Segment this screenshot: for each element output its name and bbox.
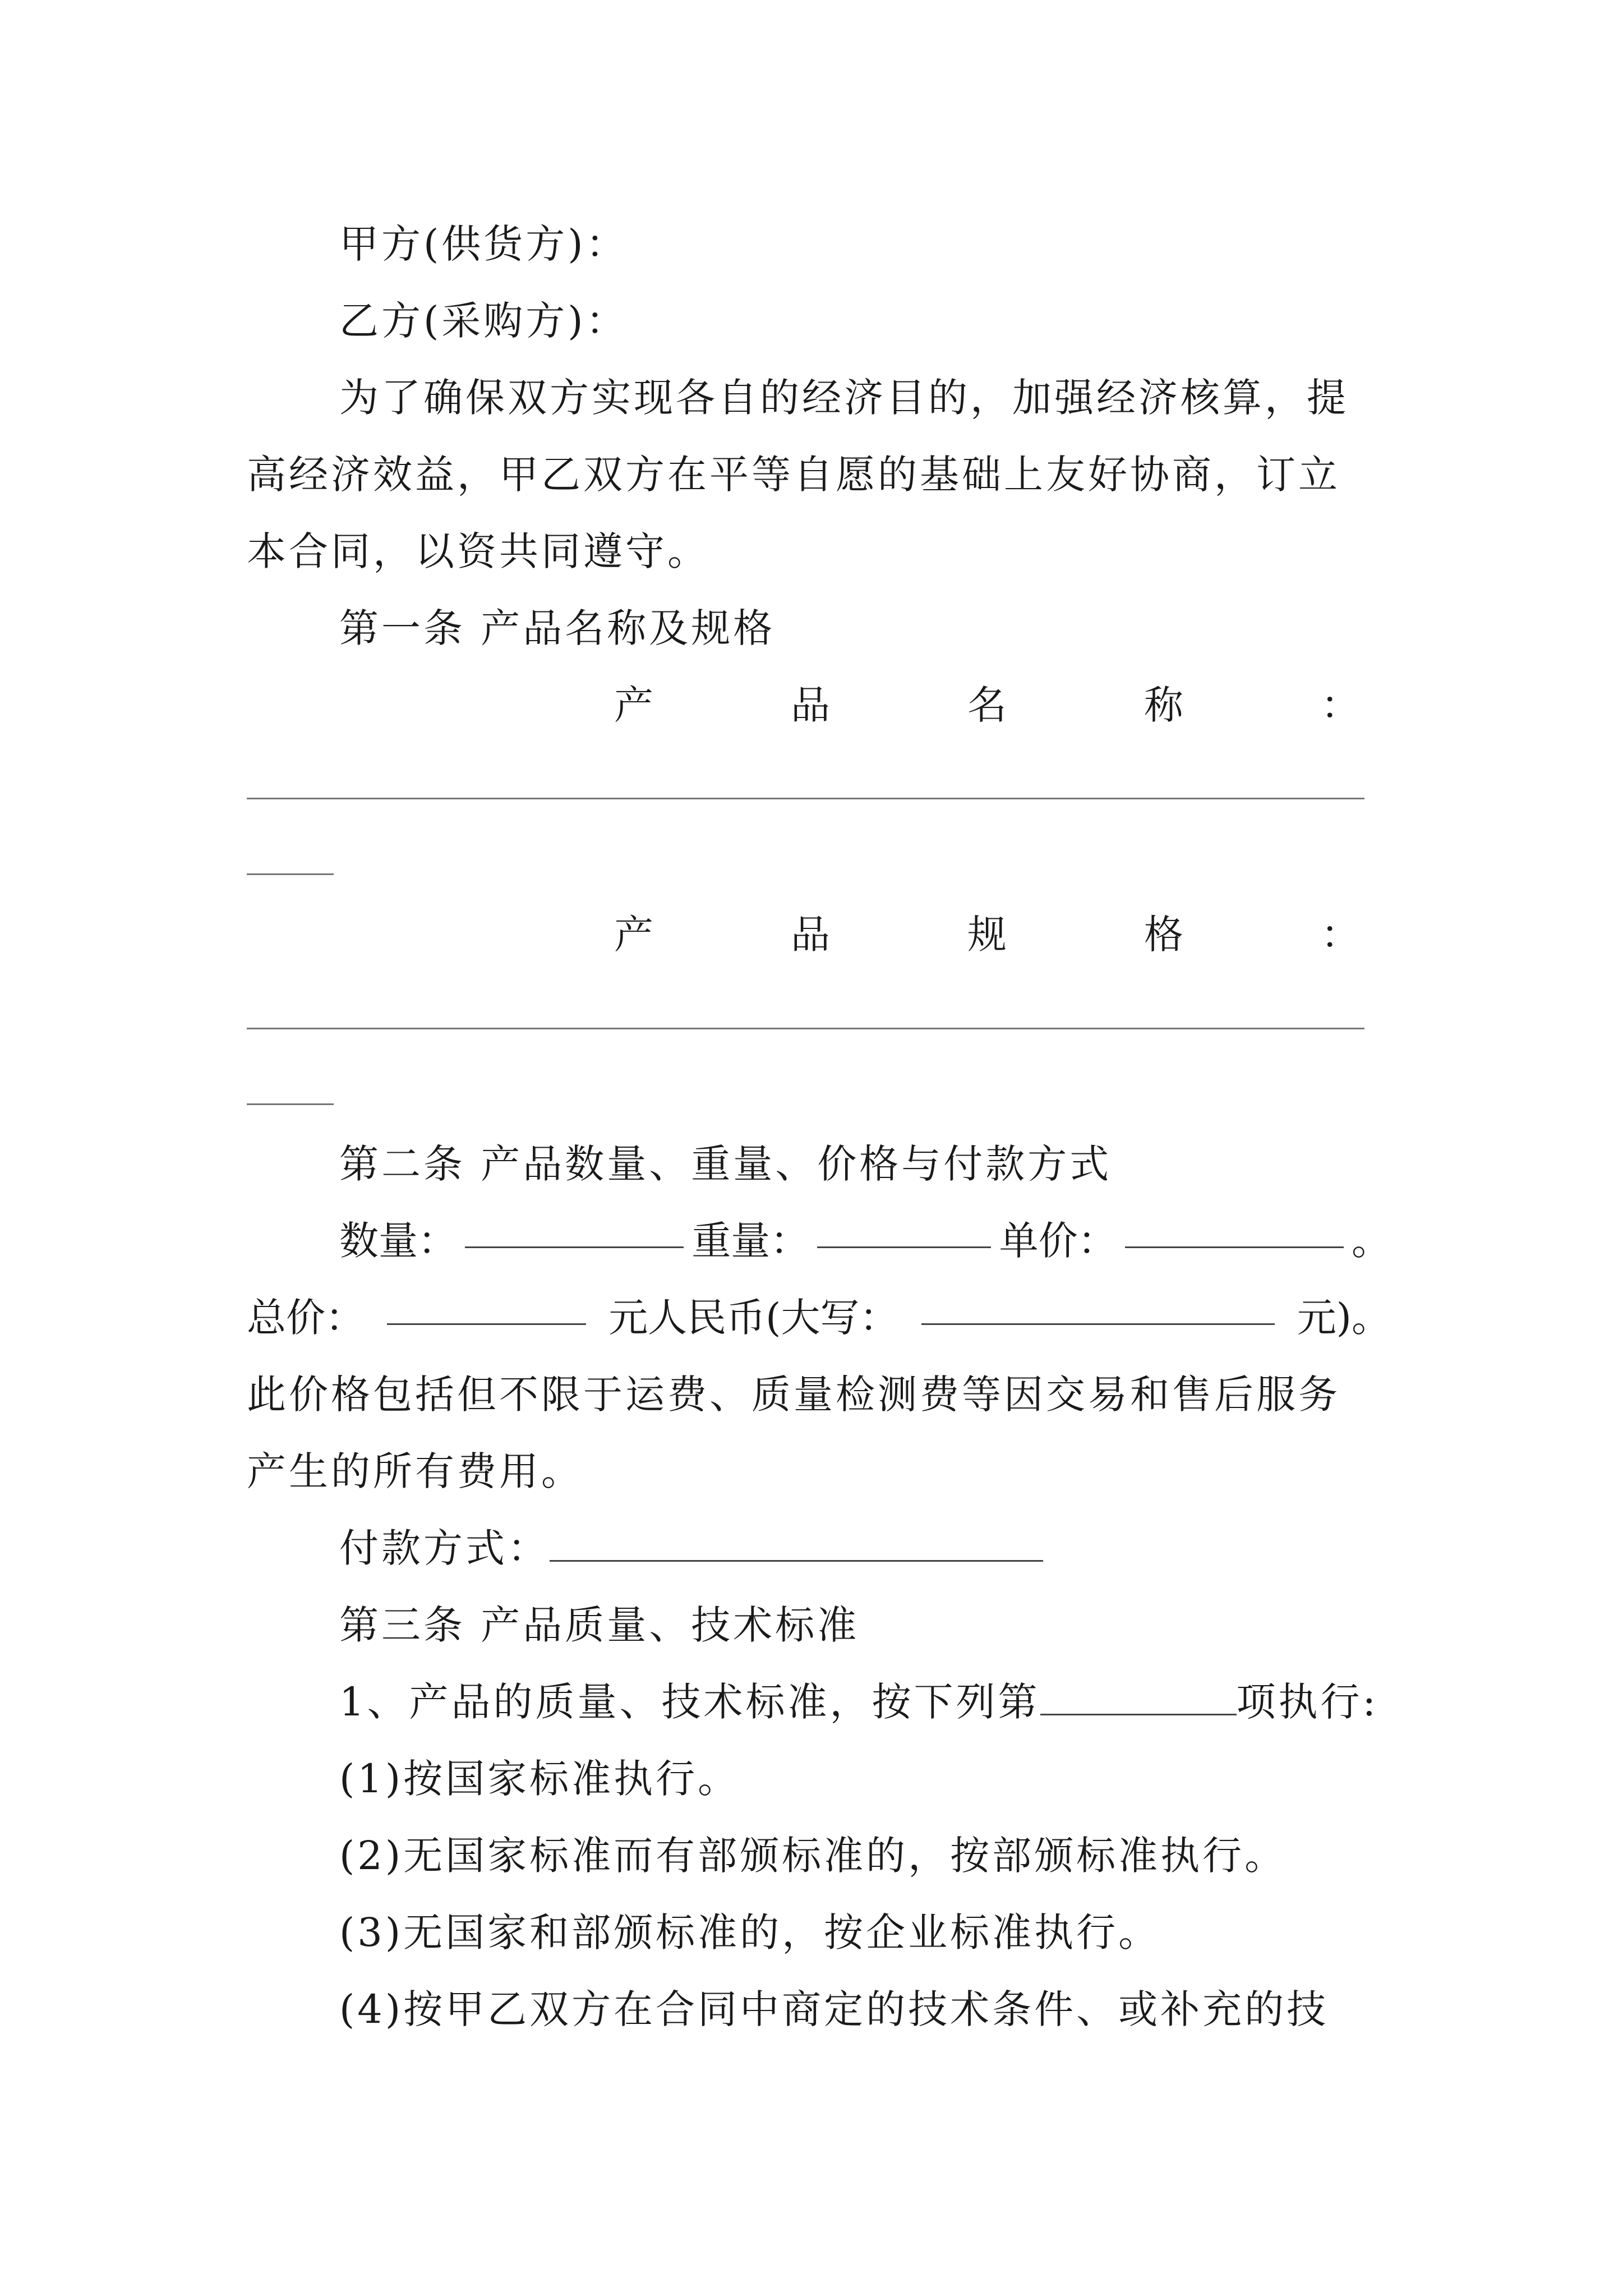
quantity-blank[interactable] bbox=[465, 1213, 684, 1248]
product-name-fill-line-end bbox=[247, 873, 334, 875]
total-price-line bbox=[247, 1290, 1391, 1346]
standard-option-3: (3)无国家和部颁标准的，按企业标准执行。 bbox=[339, 1910, 1161, 1955]
standard-selection-line bbox=[339, 1674, 1391, 1730]
product-spec-fill-line bbox=[247, 1028, 1364, 1029]
standard-selection-blank[interactable] bbox=[1040, 1680, 1237, 1715]
party-b-label: 乙方(采购方)： bbox=[339, 298, 628, 344]
price-scope-line-2: 产生的所有费用。 bbox=[247, 1448, 583, 1494]
total-price-blank[interactable] bbox=[387, 1290, 586, 1325]
payment-method-line bbox=[339, 1520, 1391, 1576]
product-spec-char: ： bbox=[1321, 912, 1360, 958]
product-spec-char: 格 bbox=[1144, 912, 1183, 958]
price-scope-line-1: 此价格包括但不限于运费、质量检测费等因交易和售后服务 bbox=[247, 1372, 1340, 1418]
period-mark: 。 bbox=[1351, 1218, 1391, 1264]
rmb-label: 元人民币(大写： bbox=[608, 1295, 899, 1341]
product-name-fill-line bbox=[247, 798, 1364, 799]
product-spec-char: 品 bbox=[791, 912, 830, 958]
weight-blank[interactable] bbox=[817, 1213, 991, 1248]
product-name-label bbox=[614, 677, 1360, 733]
standard-option-1: (1)按国家标准执行。 bbox=[339, 1756, 740, 1802]
quantity-weight-price-line bbox=[339, 1213, 1391, 1269]
product-spec-char: 规 bbox=[967, 912, 1007, 958]
article-3-heading: 第三条 产品质量、技术标准 bbox=[339, 1602, 860, 1648]
quantity-label: 数量： bbox=[339, 1218, 457, 1264]
product-name-char: 品 bbox=[791, 682, 830, 728]
product-name-char: 称 bbox=[1144, 682, 1183, 728]
standard-selection-suffix: 项执行: bbox=[1236, 1679, 1379, 1725]
total-price-words-blank[interactable] bbox=[921, 1290, 1275, 1325]
product-name-char: 产 bbox=[614, 682, 653, 728]
product-spec-fill-line-end bbox=[247, 1103, 334, 1105]
intro-line-1: 为了确保双方实现各自的经济目的，加强经济核算，提 bbox=[339, 375, 1349, 421]
total-price-label: 总价： bbox=[247, 1295, 365, 1341]
payment-method-blank[interactable] bbox=[550, 1526, 1043, 1562]
intro-line-3: 本合同，以资共同遵守。 bbox=[247, 528, 709, 574]
product-name-char: 名 bbox=[967, 682, 1007, 728]
weight-label: 重量： bbox=[691, 1218, 810, 1264]
unit-price-blank[interactable] bbox=[1125, 1213, 1344, 1248]
party-a-label: 甲方(供货方)： bbox=[339, 221, 628, 267]
intro-line-2: 高经济效益，甲乙双方在平等自愿的基础上友好协商，订立 bbox=[247, 452, 1340, 498]
standard-option-4: (4)按甲乙双方在合同中商定的技术条件、或补充的技 bbox=[339, 1986, 1329, 2032]
standard-option-2: (2)无国家标准而有部颁标准的，按部颁标准执行。 bbox=[339, 1833, 1287, 1879]
standard-selection-label: 1、产品的质量、技术标准，按下列第 bbox=[339, 1679, 1040, 1725]
product-spec-label bbox=[614, 907, 1360, 963]
product-name-char: ： bbox=[1321, 682, 1360, 728]
payment-method-label: 付款方式： bbox=[339, 1525, 550, 1571]
product-spec-char: 产 bbox=[614, 912, 653, 958]
article-1-heading: 第一条 产品名称及规格 bbox=[339, 605, 776, 651]
unit-price-label: 单价： bbox=[999, 1218, 1117, 1264]
yuan-end-label: 元)。 bbox=[1297, 1295, 1391, 1341]
article-2-heading: 第二条 产品数量、重量、价格与付款方式 bbox=[339, 1141, 1112, 1187]
